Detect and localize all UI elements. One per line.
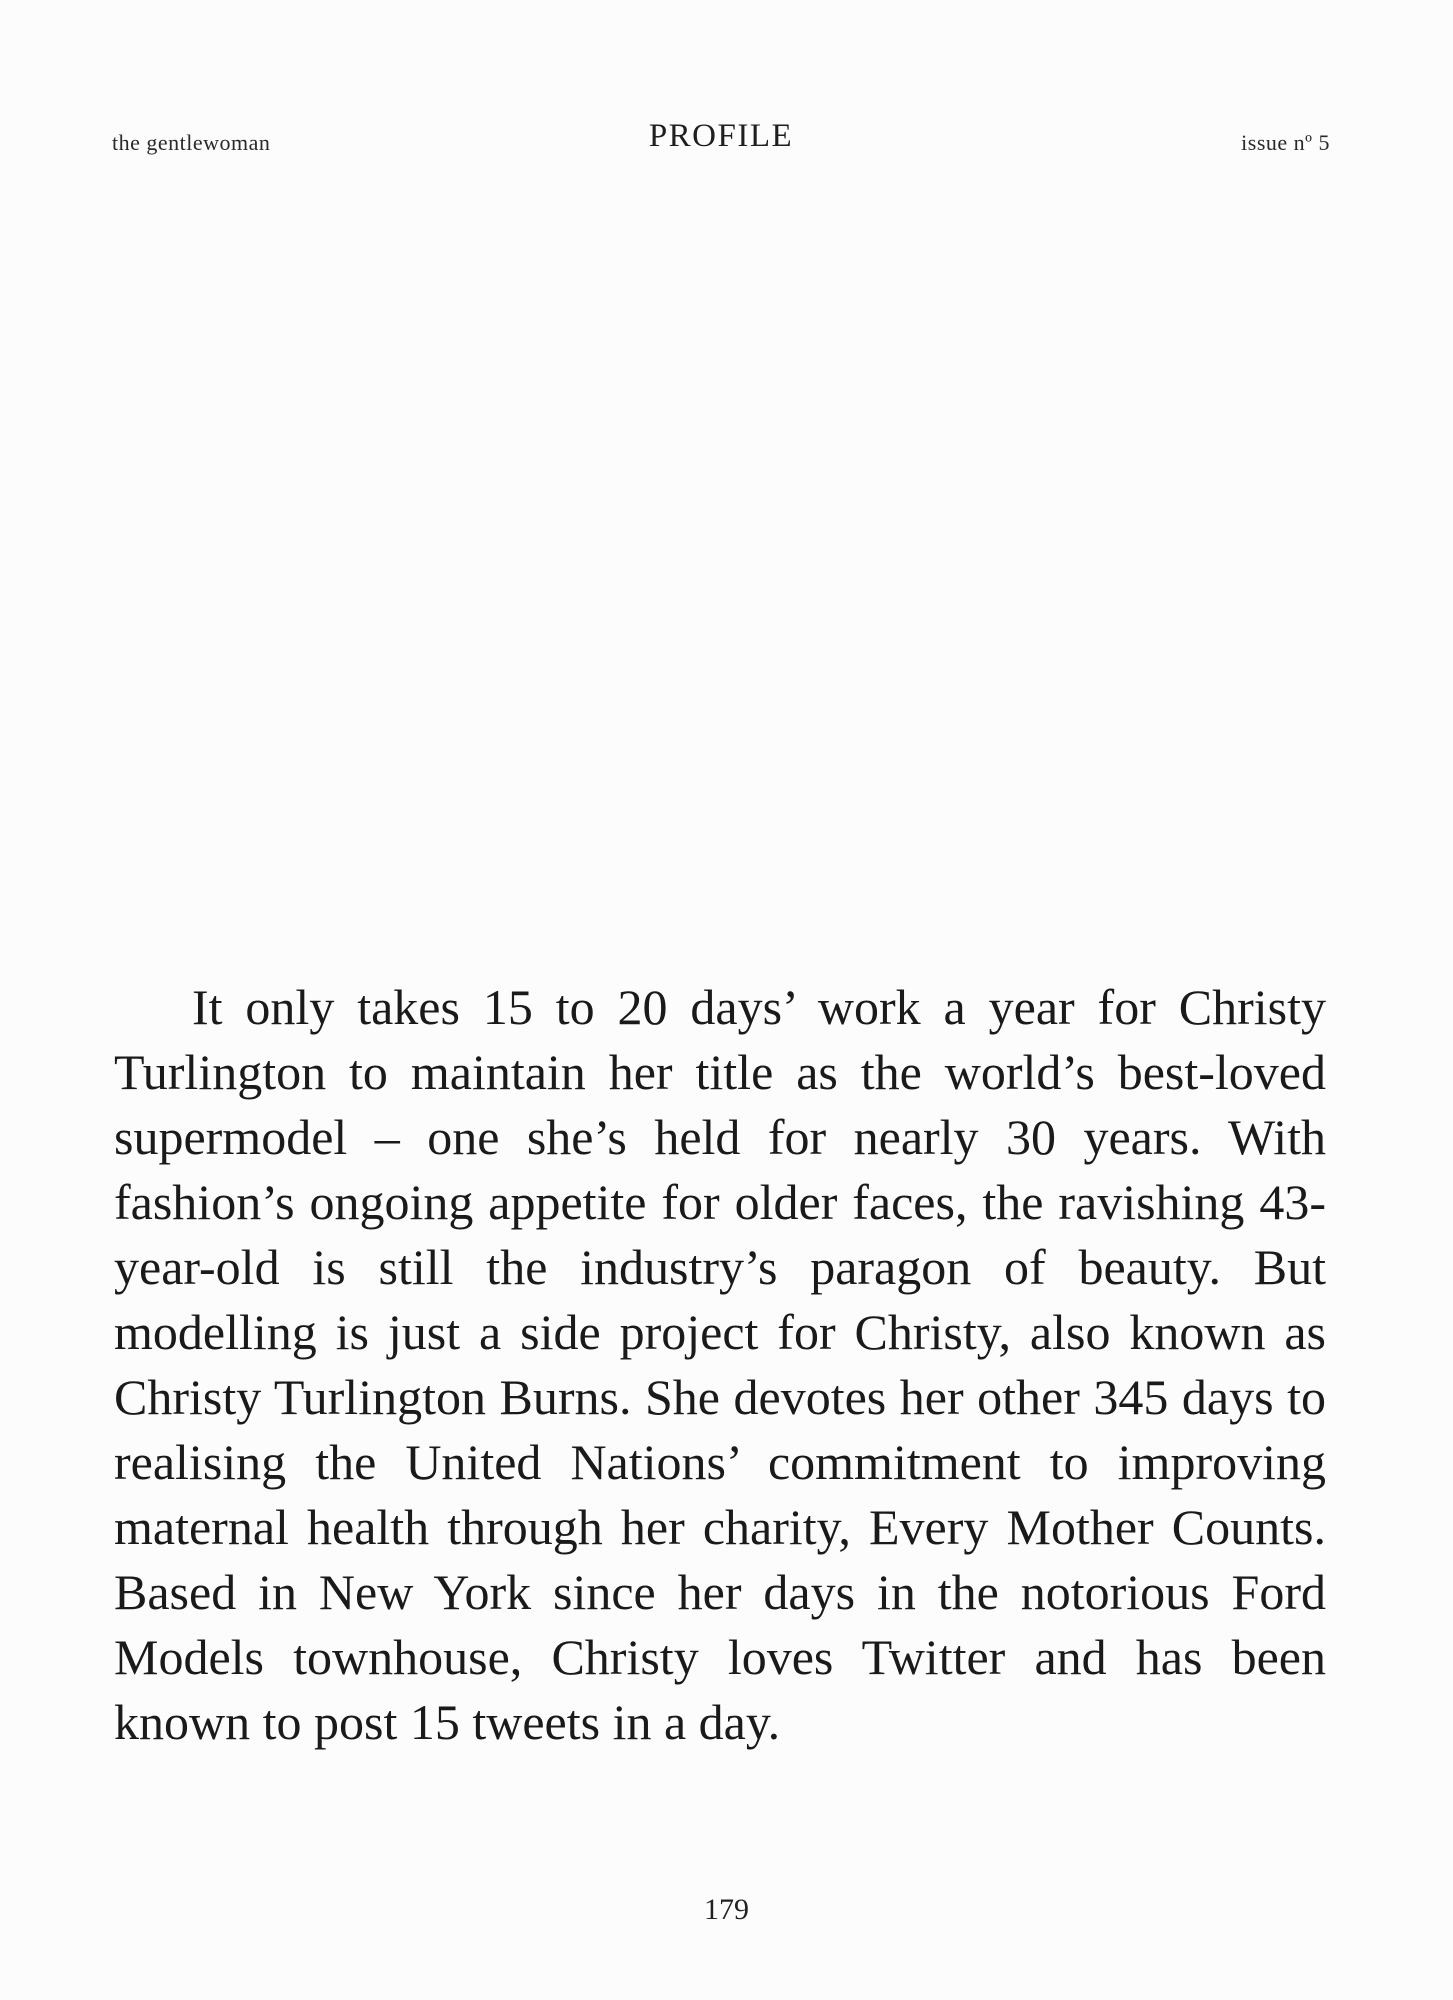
issue-number: issue nº 5 bbox=[1241, 130, 1330, 155]
publication-name: the gentlewoman bbox=[112, 130, 271, 155]
page-header bbox=[112, 118, 1330, 158]
page-number: 179 bbox=[704, 1893, 749, 1926]
section-title: PROFILE bbox=[648, 118, 794, 154]
article-body: It only takes 15 to 20 days’ work a year for Christy Turlington to maintain her title as the world’s best-loved supermodel – one she’s held for nearly 30 years. With fashion’s ongoing appetite for older faces, the ravishing 43-year-old is still the industry’s paragon of beauty. But modelling is just a side project for Christy, also known as Christy Turlington Burns. She devotes her other 345 days to realising the United Nations’ commitment to improving maternal health through her charity, Every Mother Counts. Based in New York since her days in the notorious Ford Models townhouse, Christy loves Twitter and has been known to post 15 tweets in a day. bbox=[114, 979, 1326, 1750]
